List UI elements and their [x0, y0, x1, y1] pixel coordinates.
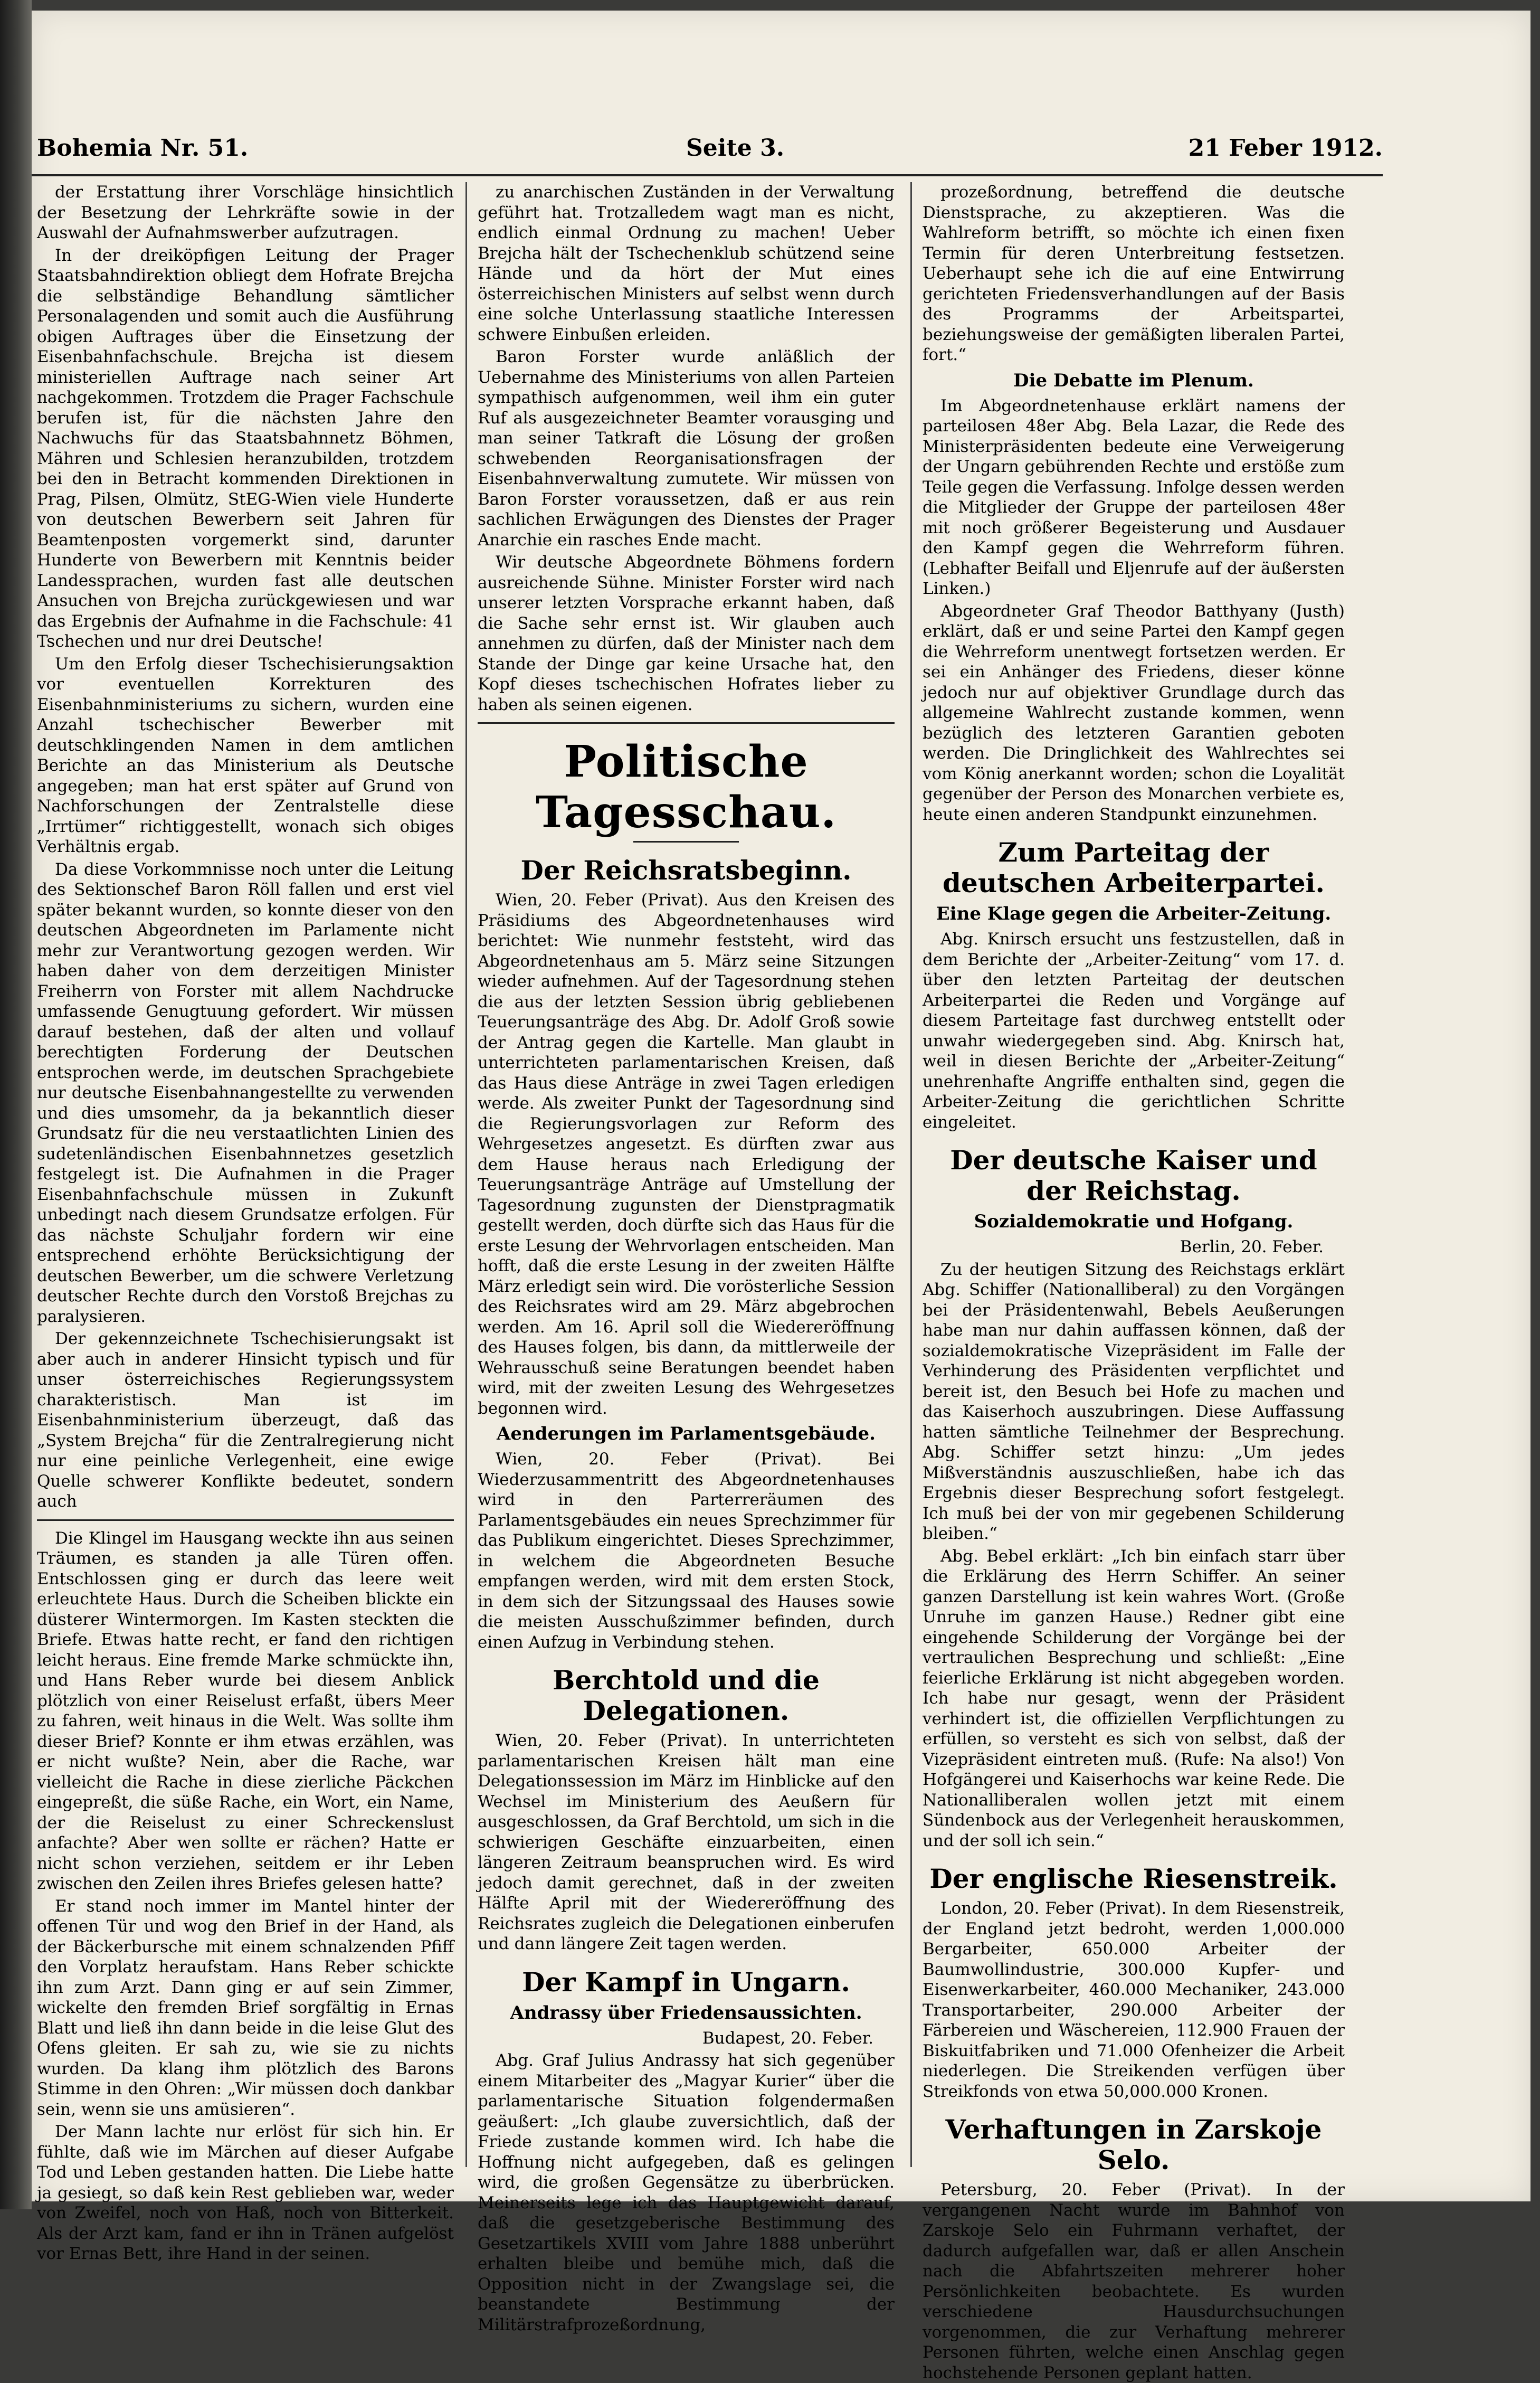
feuilleton-separator — [37, 1519, 454, 1521]
article-paragraph: Der gekennzeichnete Tschechisierungsakt ist aber auch in anderer Hinsicht typisch und für unser österreichisches Regierungssystem charakteristisch. Man ist im Eisenbahnministerium überzeugt, daß das „System Brejcha“ für die Zentralregierung nicht nur eine peinliche Verlegenheit, eine ewige Quelle schwerer Konflikte bedeutet, sondern auch — [37, 1329, 454, 1511]
header-issue: Bohemia Nr. 51. — [37, 135, 249, 162]
column-3 — [923, 182, 1345, 2382]
article-paragraph: der Erstattung ihrer Vorschläge hinsichtlich der Besetzung der Lehrkräfte sowie in der Auswahl der Aufnahmswerber aufzutragen. — [37, 183, 454, 242]
article-paragraph: Wien, 20. Feber (Privat). Aus den Kreisen des Präsidiums des Abgeordnetenhauses wird berichtet: Wie nunmehr feststeht, wird das Abgeordnetenhaus am 5. März seine Sitzungen wieder aufnehmen. Auf der Tagesordnung stehen die aus der letzten Session übrig gebliebenen Teuerungsanträge des Abg. Dr. Adolf Groß sowie der Antrag gegen die Kartelle. Man glaubt in unterrichteten parlamentarischen Kreisen, daß das Haus diese Anträge in zwei Tagen erledigen werde. Als zweiter Punkt der Tagesordnung sind die Regierungsvorlagen zur Reform des Wehrgesetzes angesetzt. Es dürften zwar aus dem Hause heraus nach Erledigung der Teuerungsanträge Anträge auf Umstellung der Tagesordnung zugunsten der Dienstpragmatik gestellt werden, doch dürfte sich das Haus für die erste Lesung der Wehrvorlagen entscheiden. Man hofft, daß die erste Lesung in der zweiten Hälfte März erledigt sein wird. Die vorösterliche Session des Reichsrates wird am 29. März abgebrochen werden. Am 16. April soll die Wiedereröffnung des Hauses folgen, bis dann, da mittlerweile der Wehrausschuß seine Beratungen beendet haben wird, mit der zweiten Lesung des Wehrgesetzes begonnen wird. — [478, 891, 895, 1418]
article-paragraph: Im Abgeordnetenhause erklärt namens der parteilosen 48er Abg. Bela Lazar, die Rede des Ministerpräsidenten bedeute eine Verweigerung der Ungarn gebührenden Rechte und erstöße zum Teile gegen die Verfassung. Infolge dessen werden die Mitglieder der Gruppe der parteilosen 48er mit noch größerer Begeisterung und Ausdauer den Kampf gegen die Wehrreform führen. (Lebhafter Beifall und Eljenrufe auf der äußersten Linken.) — [923, 396, 1345, 598]
subhead-klage: Eine Klage gegen die Arbeiter-Zeitung. — [936, 903, 1332, 924]
column-rule-1 — [465, 182, 467, 2167]
header-page-number: Seite 3. — [686, 135, 785, 162]
headline-berchtold: Berchtold und die Delegationen. — [553, 1665, 820, 1726]
section-separator — [478, 722, 895, 724]
article-paragraph: Wien, 20. Feber (Privat). In unterrichteten parlamentarischen Kreisen hält man eine Delegationssession im März im Hinblicke auf den Wechsel im Ministerium des Aeußern für ausgeschlossen, da Graf Berchtold, um sich in die schwierigen Geschäfte einzuarbeiten, einen längeren Zeitraum beanspruchen wird. Es wird jedoch damit gerechnet, daß in der zweiten Hälfte April mit der Wiedereröffnung des Reichsrates zugleich die Delegationen einberufen und dann längere Zeit tagen werden. — [478, 1731, 895, 1953]
article-paragraph: Abgeordneter Graf Theodor Batthyany (Justh) erklärt, daß er und seine Partei den Kampf gegen die Wehrreform unentwegt fortsetzen werden. Er sei ein Anhänger des Friedens, dieser könne jedoch nur auf objektiver Grundlage durch das allgemeine Wahlrecht zustande kommen, wenn bezüglich des letzteren Garantien geboten werden. Die Dringlichkeit des Wahlrechtes sei vom König anerkannt worden; schon die Loyalität gegenüber der Person des Monarchen verbiete es, heute einen anderen Standpunkt einzunehmen. — [923, 601, 1345, 824]
header-date: 21 Feber 1912. — [1188, 135, 1383, 162]
dateline: Berlin, 20. Feber. — [1180, 1237, 1324, 1256]
headline-zarskoje-selo: Verhaftungen in Zarskoje Selo. — [945, 2114, 1322, 2176]
feuilleton-paragraph: Er stand noch immer im Mantel hinter der offenen Tür und wog den Brief in der Hand, als der Bäckerbursche mit einem schnalzenden Pfiff den Vorplatz heraufstam. Hans Reber schickte ihn zum Arzt. Dann ging er auf sein Zimmer, wickelte den fremden Brief sorgfältig in Ernas Blatt und ließ ihn dann beide in die leise Glut des Ofens gleiten. Er sah zu, wie sie zu nichts wurden. Da klang ihm plötzlich des Barons Stimme in den Ohren: „Wir müssen doch dankbar sein, wenn sie uns amüsieren“. — [37, 1896, 454, 2119]
headline-reichsrat: Der Reichsratsbeginn. — [520, 855, 852, 886]
subhead-aenderungen: Aenderungen im Parlamentsgebäude. — [496, 1423, 876, 1444]
article-paragraph: Zu der heutigen Sitzung des Reichstags erklärt Abg. Schiffer (Nationalliberal) zu den Vorgängen bei der Präsidentenwahl, Bebels Aeußerungen habe man nur dahin auffassen können, daß der sozialdemokratische Vizepräsident im Falle der Verhinderung des Präsidenten verpflichtet und bereit ist, den Besuch bei Hofe zu machen und das Kaiserhoch auszubringen. Diese Auffassung hatten sämtliche Teilnehmer der Besprechung. Abg. Schiffer setzt hinzu: „Um jedes Mißverständnis auszuschließen, habe ich das Ergebnis dieser Besprechung sofort festgelegt. Ich muß bei der von mir gegebenen Schilderung bleiben.“ — [923, 1260, 1345, 1543]
article-paragraph: Um den Erfolg dieser Tschechisierungsaktion vor eventuellen Korrekturen des Eisenbahnministeriums zu sichern, wurden eine Anzahl tschechischer Bewerber mit deutschklingenden Namen in dem amtlichen Berichte an das Ministerium als Deutsche angegeben; man hat erst später auf Grund von Nachforschungen der Zentralstelle diese „Irrtümer“ richtiggestellt, wonach sich obiges Verhältnis ergab. — [37, 654, 454, 856]
headline-parteitag: Zum Parteitag der deutschen Arbeiterpartei. — [943, 837, 1325, 899]
article-paragraph: Abg. Graf Julius Andrassy hat sich gegenüber einem Mitarbeiter des „Magyar Kurier“ über die parlamentarische Situation folgendermaßen geäußert: „Ich glaube zuversichtlich, daß der Friede zustande kommen wird. Ich habe die Hoffnung nicht aufgegeben, daß es gelingen wird, die großen Gegensätze zu überbrücken. Meinerseits lege ich das Hauptgewicht darauf, daß die gesetzgeberische Bestimmung des Gesetzartikels XVIII vom Jahre 1888 unberührt erhalten bleibe und bemühe mich, daß die Opposition nicht in der Zwangslage sei, die beanstandete Bestimmung der Militärstrafprozeßordnung, — [478, 2051, 895, 2334]
column-rule-2 — [910, 182, 912, 2167]
article-paragraph: Baron Forster wurde anläßlich der Uebernahme des Ministeriums von allen Parteien sympathisch aufgenommen, weil ihm ein guter Ruf als ausgezeichneter Beamter vorausging und man seiner Tatkraft die Lösung der großen schwebenden Reorganisationsfragen der Eisenbahnverwaltung zumutete. Wir müssen von Baron Forster voraussetzen, daß er aus rein sachlichen Erwägungen des Dienstes der Prager Anarchie ein rasches Ende macht. — [478, 347, 895, 550]
column-1 — [37, 182, 454, 2263]
subhead-debatte: Die Debatte im Plenum. — [1013, 370, 1254, 391]
dateline: Budapest, 20. Feber. — [702, 2028, 873, 2048]
headline-kampf-ungarn: Der Kampf in Ungarn. — [522, 1966, 850, 1998]
article-paragraph: London, 20. Feber (Privat). In dem Riesenstreik, der England jetzt bedroht, werden 1,000.000 Bergarbeiter, 650.000 Arbeiter der Baumwollindustrie, 300.000 Kupfer- und Eisenwerkarbeiter, 460.000 Mechaniker, 243.000 Transportarbeiter, 290.000 Arbeiter der Färbereien und Wäschereien, 112.900 Frauen der Biskuitfabriken und 71.000 Ofenheizer die Arbeit niederlegen. Die Streikenden verfügen über Streikfonds von etwa 50,000.000 Kronen. — [923, 1899, 1345, 2101]
column-2 — [478, 182, 895, 2334]
feuilleton-paragraph: Die Klingel im Hausgang weckte ihn aus seinen Träumen, es standen ja alle Türen offen. Entschlossen ging er durch das leere weit erleuchtete Haus. Durch die Scheiben blickte ein düsterer Wintermorgen. Im Kasten steckten die Briefe. Etwas hatte recht, er fand den richtigen leicht heraus. Eine fremde Marke schmückte ihn, und Hans Reber wurde bei diesem Anblick plötzlich von einer Reiselust erfaßt, übers Meer zu fahren, weit hinaus in die Welt. Was sollte ihm dieser Brief? Konnte er ihm etwas erzählen, was er nicht wußte? Nein, aber die Rache, war vielleicht die Rache in diese zierliche Päckchen eingepreßt, die süße Rache, ein Wort, ein Name, der die Reiselust zu einer Schreckenslust anfachte? Aber wen sollte er rächen? Hatte er nicht schon verziehen, seitdem er ihr Leben zwischen den Zeilen ihres Briefes gelesen hatte? — [37, 1528, 454, 1893]
book-binding-edge — [0, 0, 32, 2209]
feuilleton-paragraph: Der Mann lachte nur erlöst für sich hin. Er fühlte, daß wie im Märchen auf dieser Aufgabe Tod und Leben gestanden hatten. Die Liebe hatte ja gesiegt, so daß kein Rest geblieben war, weder von Zweifel, noch von Haß, noch von Bitterkeit. Als der Arzt kam, fand er ihn in Tränen aufgelöst vor Ernas Bett, ihre Hand in der seinen. — [37, 2122, 454, 2263]
page-header — [37, 135, 1383, 172]
headline-riesenstreik: Der englische Riesenstreik. — [929, 1863, 1338, 1894]
headline-kaiser-reichstag: Der deutsche Kaiser und der Reichstag. — [950, 1145, 1317, 1206]
article-paragraph: In der dreiköpfigen Leitung der Prager Staatsbahndirektion obliegt dem Hofrate Brejcha die selbständige Behandlung sämtlicher Personalagenden und somit auch die Ausführung obigen Auftrages über die Einsetzung der Eisenbahnfachschule. Brejcha ist diesem ministeriellen Auftrage nach seiner Art nachgekommen. Trotzdem die Prager Fachschule berufen ist, für die nächsten Jahre den Nachwuchs für das Staatsbahnnetz Böhmen, Mähren und Schlesien heranzubilden, trotzdem bei den in Betracht kommenden Direktionen in Prag, Pilsen, Olmütz, StEG-Wien viele Hunderte von deutschen Bewerbern seit Jahren für Beamtenposten vorgemerkt sind, darunter Hunderte von Bewerbern mit Kenntnis beider Landessprachen, wurden fast alle deutschen Ansuchen von Brejcha zurückgewiesen und war das Ergebnis der Aufnahme in die Fachschule: 41 Tschechen und nur drei Deutsche! — [37, 245, 454, 651]
article-paragraph: prozeßordnung, betreffend die deutsche Dienstsprache, zu akzeptieren. Was die Wahlreform betrifft, so möchte ich einen fixen Termin für deren Unterbreitung festsetzen. Ueberhaupt sehe ich die auf eine Entwirrung gerichteten Friedensverhandlungen auf der Basis des Programms der Arbeitspartei, beziehungsweise der gemäßigten liberalen Partei, fort.“ — [923, 183, 1345, 364]
article-paragraph: Petersburg, 20. Feber (Privat). In der vergangenen Nacht wurde im Bahnhof von Zarskoje Selo ein Fuhrmann verhaftet, der dadurch aufgefallen war, daß er allen Anschein nach die Abfahrtszeiten mehrerer hoher Persönlichkeiten beobachtete. Es wurden verschiedene Hausdurchsuchungen vorgenommen, die zur Verhaftung mehrerer Personen führten, welche einen Anschlag gegen hochstehende Personen geplant hatten. — [923, 2180, 1345, 2382]
article-paragraph: zu anarchischen Zuständen in der Verwaltung geführt hat. Trotzalledem wagt man es nicht, endlich einmal Ordnung zu machen! Ueber Brejcha hält der Tschechenklub schützend seine Hände und da hört der Mut eines österreichischen Ministers auf selbst wenn durch eine solche Unterlassung staatliche Interessen schwere Einbußen erleiden. — [478, 183, 895, 344]
section-rubric-title: Politische Tagesschau. — [536, 736, 836, 838]
rubric-rule — [633, 841, 739, 843]
subhead-andrassy: Andrassy über Friedensaussichten. — [510, 2002, 862, 2023]
article-paragraph: Wien, 20. Feber (Privat). Bei Wiederzusammentritt des Abgeordnetenhauses wird in den Parterreräumen des Parlamentsgebäudes ein neues Sprechzimmer für das Publikum eingerichtet. Dieses Sprechzimmer, in welchem die Abgeordneten Besuche empfangen werden, wird mit dem ersten Stock, in dem sich der Sitzungssaal des Hauses sowie die meisten Ausschußzimmer befinden, durch einen Aufzug in Verbindung stehen. — [478, 1450, 895, 1652]
article-paragraph: Abg. Bebel erklärt: „Ich bin einfach starr über die Erklärung des Herrn Schiffer. An seiner ganzen Darstellung ist kein wahres Wort. (Große Unruhe im ganzen Hause.) Redner gibt eine eingehende Schilderung der Vorgänge bei der vertraulichen Besprechung und schließt: „Eine feierliche Erklärung ist nicht abgegeben worden. Ich habe nur gesagt, wenn der Präsident verhindert ist, die offiziellen Verpflichtungen zu erfüllen, so versteht es sich von selbst, daß der Vizepräsident eintreten muß. (Rufe: Na also!) Von Hofgängerei und Kaiserhochs war keine Rede. Die Nationalliberalen wollen jetzt mit einem Sündenbock aus der Verlegenheit herauskommen, und der soll ich sein.“ — [923, 1546, 1345, 1850]
subhead-sozialdemokratie: Sozialdemokratie und Hofgang. — [974, 1211, 1294, 1232]
header-rule — [32, 174, 1383, 176]
article-paragraph: Wir deutsche Abgeordnete Böhmens fordern ausreichende Sühne. Minister Forster wird nach unserer letzten Vorsprache erkannt haben, daß die Sache sehr ernst ist. Wir glauben auch annehmen zu dürfen, daß der Minister nach dem Stande der Dinge gar keine Ursache hat, den Kopf dieses tschechischen Hofrates lieber zu haben als seinen eigenen. — [478, 553, 895, 714]
article-paragraph: Abg. Knirsch ersucht uns festzustellen, daß in dem Berichte der „Arbeiter-Zeitung“ vom 17. d. über den letzten Parteitag der deutschen Arbeiterpartei die Reden und Vorgänge auf diesem Parteitage fast durchweg entstellt oder unwahr wiedergegeben sind. Abg. Knirsch hat, weil in diesen Berichte der „Arbeiter-Zeitung“ unehrenhafte Angriffe enthalten sind, gegen die Arbeiter-Zeitung die gerichtlichen Schritte eingeleitet. — [923, 930, 1345, 1132]
article-paragraph: Da diese Vorkommnisse noch unter die Leitung des Sektionschef Baron Röll fallen und erst viel später bekannt wurden, so konnte dieser von den deutschen Abgeordneten im Parlamente nicht mehr zur Verantwortung gezogen werden. Wir haben daher von dem derzeitigen Minister Freiherrn von Forster mit allem Nachdrucke umfassende Genugtuung gefordert. Wir müssen darauf bestehen, daß der alten und vollauf berechtigten Forderung der Deutschen entsprochen werde, im deutschen Sprachgebiete nur deutsche Eisenbahnangestellte zu verwenden und dies umsomehr, da ja bekanntlich dieser Grundsatz für die neu verstaatlichten Linien des sudetenländischen Eisenbahnnetzes gesetzlich festgelegt ist. Die Aufnahmen in die Prager Eisenbahnfachschule müssen in Zukunft unbedingt nach diesem Grundsatze erfolgen. Für das nächste Schuljahr fordern wir eine entsprechend erhöhte Berücksichtigung der deutschen Bewerber, um die schwere Verletzung deutscher Rechte durch den Vorstoß Brejchas zu paralysieren. — [37, 859, 454, 1326]
